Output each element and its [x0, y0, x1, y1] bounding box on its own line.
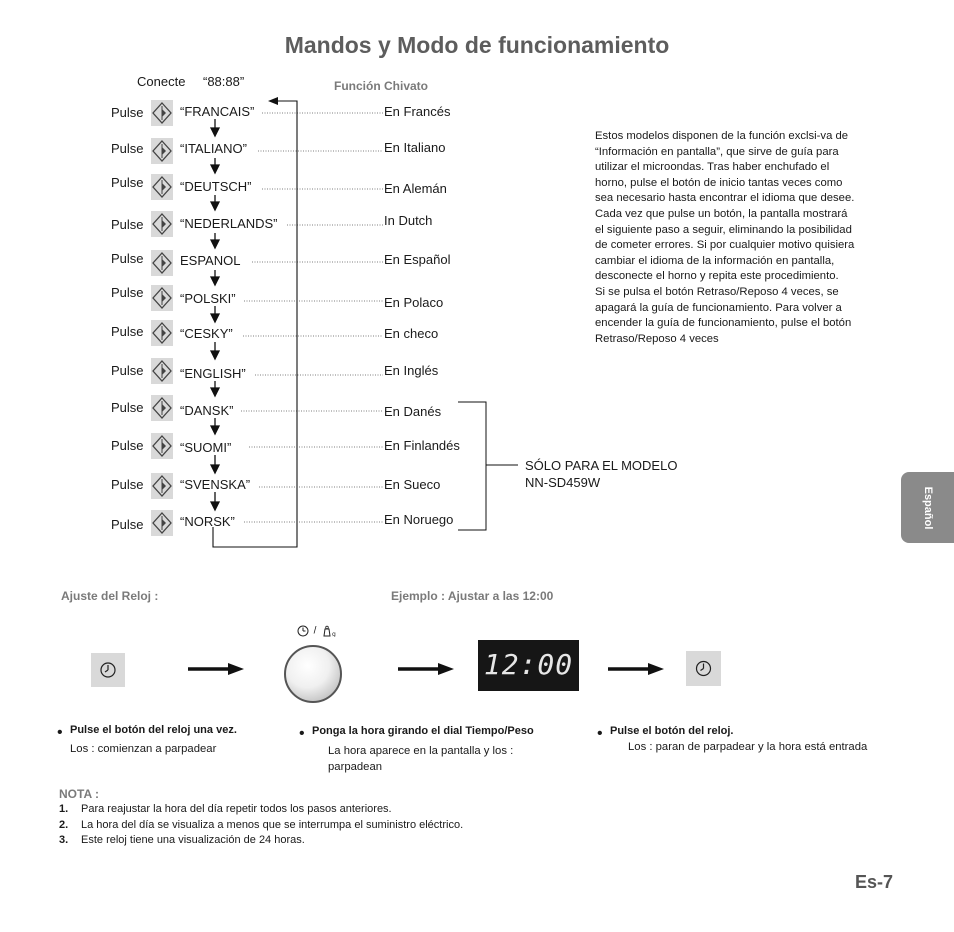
step-2-text: La hora aparece en la pantalla y los : parpadean: [328, 745, 514, 773]
model-note-line2: NN-SD459W: [525, 475, 601, 490]
nota-text: Para reajustar la hora del día repetir todos los pasos anteriores.: [81, 803, 392, 815]
timer-icon: [297, 625, 309, 637]
language-option: “DANSK”: [180, 403, 234, 418]
language-translation: En Francés: [384, 104, 451, 119]
language-translation: En Inglés: [384, 363, 439, 378]
pulse-label: Pulse: [111, 105, 144, 120]
step-1-title: Pulse el botón del reloj una vez.: [70, 724, 237, 736]
pulse-label: Pulse: [111, 438, 144, 453]
clock-button[interactable]: [686, 651, 721, 686]
nota-number: 2.: [59, 819, 69, 831]
language-option: “DEUTSCH”: [180, 179, 252, 194]
clock-display: [478, 640, 579, 691]
page-number: Es-7: [855, 872, 894, 892]
language-option: “POLSKI”: [180, 291, 236, 306]
language-option: “ITALIANO”: [180, 141, 247, 156]
step-3-title: Pulse el botón del reloj.: [610, 725, 734, 737]
nota-number: 1.: [59, 803, 69, 815]
nota-number: 3.: [59, 834, 69, 846]
nota-text: La hora del día se visualiza a menos que se interrumpa el suministro eléctrico.: [81, 819, 464, 831]
language-translation: En Sueco: [384, 477, 441, 492]
language-translation: En Italiano: [384, 140, 446, 155]
language-translation: En Danés: [384, 404, 442, 419]
description-text: Estos modelos disponen de la función exclsi-va de “Información en pantalla”, que sirve de guía para utilizar el microondas. Tras haber enchufado el horno, pulse el botón de inicio tantas veces como sea necesario hasta encontrar el idioma que desee. Cada vez que pulse un botón, la pantalla mostrará el siguiente paso a seguir, eliminando la posibilidad de cometer errores. Si por cualquier motivo quisiera cambiar el idioma de la información en pantalla, desconecte el horno y repita este procedimiento.: [595, 130, 855, 283]
language-translation: En Finlandés: [384, 438, 460, 453]
pulse-label: Pulse: [111, 175, 144, 190]
description-text-2: Si se pulsa el botón Retraso/Reposo 4 veces, se apagará la guía de funcionamiento. Para volver a encender la guía de funcionamiento, pulse el botón Retraso/Reposo 4 veces: [595, 285, 852, 345]
arrow-right-icon: [188, 662, 244, 676]
page-title: Mandos y Modo de funcionamiento: [284, 32, 670, 58]
time-weight-dial[interactable]: [284, 645, 342, 703]
language-option: “ENGLISH”: [180, 366, 246, 381]
step-2-title: Ponga la hora girando el dial Tiempo/Peso: [312, 725, 534, 737]
pulse-label: Pulse: [111, 285, 144, 300]
description: [595, 129, 855, 347]
svg-text:g: g: [331, 630, 336, 637]
clock-example: Ejemplo : Ajustar a las 12:00: [391, 589, 554, 603]
language-translation: En Polaco: [384, 295, 444, 310]
model-note-line1: SÓLO PARA EL MODELO: [525, 458, 678, 473]
language-translation: En checo: [384, 326, 439, 341]
clock-heading: Ajuste del Reloj :: [61, 589, 159, 603]
language-side-tab: [901, 472, 954, 543]
pulse-label: Pulse: [111, 477, 144, 492]
pulse-label: Pulse: [111, 251, 144, 266]
step-3-text: Los : paran de parpadear y la hora está entrada: [628, 741, 868, 753]
arrow-right-icon: [398, 662, 454, 676]
dial-label: [290, 622, 344, 640]
nota-item: [59, 819, 463, 831]
pulse-label: Pulse: [111, 363, 144, 378]
weight-icon: [321, 625, 337, 637]
pulse-label: Pulse: [111, 217, 144, 232]
display-time: 12:00: [483, 648, 574, 681]
language-option: “NORSK”: [180, 514, 235, 529]
step-bullet: •: [299, 725, 305, 742]
funcion-chivato-heading: Función Chivato: [334, 79, 428, 93]
clock-icon: [91, 653, 125, 687]
language-translation: En Alemán: [384, 181, 447, 196]
language-option: “FRANCAIS”: [180, 104, 255, 119]
language-option: “NEDERLANDS”: [180, 216, 278, 231]
nota-text: Este reloj tiene una visualización de 24 horas.: [81, 834, 305, 846]
nota-item: [59, 803, 392, 815]
pulse-label: Pulse: [111, 517, 144, 532]
pulse-label: Pulse: [111, 141, 144, 156]
pulse-label: Pulse: [111, 324, 144, 339]
clock-icon: [686, 651, 721, 686]
language-translation: En Español: [384, 252, 451, 267]
dial-label-separator: /: [313, 625, 317, 637]
language-option: “SVENSKA”: [180, 477, 251, 492]
side-tab-label: Español: [921, 486, 934, 529]
clock-button[interactable]: [91, 653, 125, 687]
pulse-label: Pulse: [111, 400, 144, 415]
language-option: ESPANOL: [180, 253, 241, 268]
connect-label: Conecte: [137, 74, 186, 89]
language-option: “CESKY”: [180, 326, 233, 341]
arrow-right-icon: [608, 662, 664, 676]
nota-item: [59, 834, 305, 846]
language-translation: En Noruego: [384, 512, 454, 527]
step-bullet: •: [57, 724, 63, 741]
step-1-text: Los : comienzan a parpadear: [70, 743, 217, 755]
language-option: “SUOMI”: [180, 440, 232, 455]
connect-value: “88:88”: [203, 74, 245, 89]
language-translation: In Dutch: [384, 213, 433, 228]
nota-heading: NOTA :: [59, 787, 99, 801]
step-bullet: •: [597, 725, 603, 742]
